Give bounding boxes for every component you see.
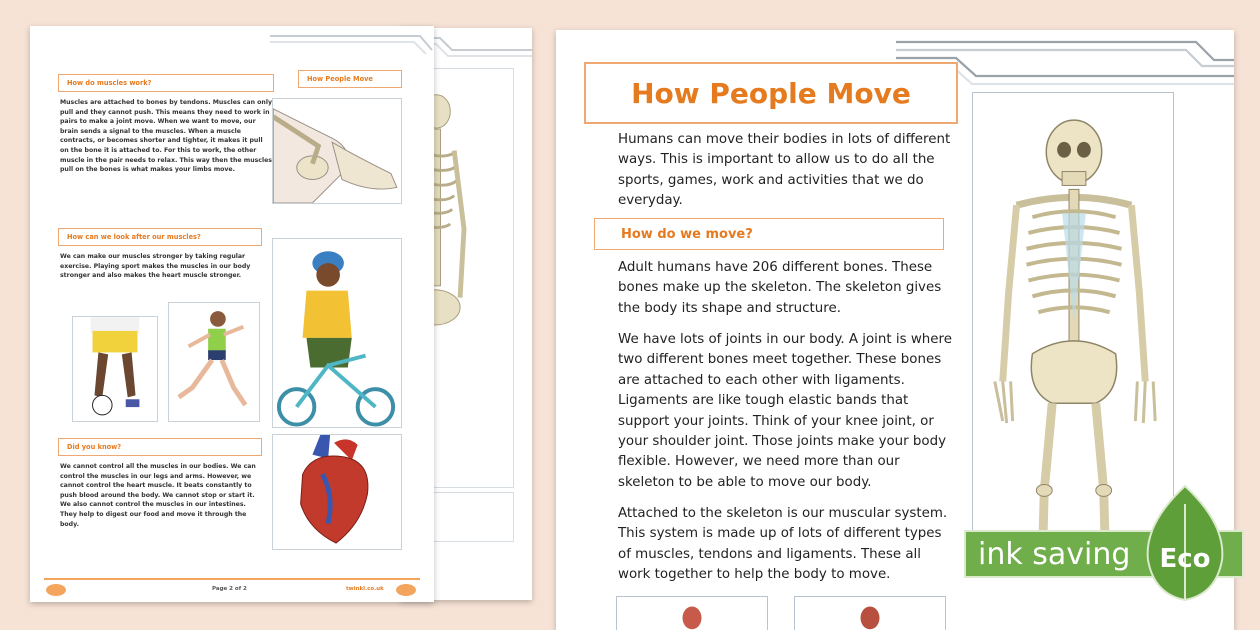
paragraph-joints: We have lots of joints in our body. A joint is where two different bones meet together. These bones are attached to each other with ligaments. Ligaments are like tough elastic bands that support your joints. Think of your knee joint, or your shoulder joint. Those joints make your body flexible. However, we need more than our skeleton to be able to move our body. — [618, 332, 952, 490]
paragraph-bones: Adult humans have 206 different bones. These bones make up the skeleton. The skeleton gives the body its shape and structure. — [618, 260, 942, 316]
football-player-illustration — [73, 317, 157, 421]
section-text-did-you-know: We cannot control all the muscles in our bodies. We can control the muscles in our legs and arms. However, we cannot control the heart muscle. It beats constantly to push blood around the body. We cannot stop or start it. We also cannot control the muscles in our intestines. They help to digest our food and move it through the body. — [60, 463, 256, 528]
heart-illustration — [273, 435, 401, 549]
muscle-image-right — [794, 596, 946, 630]
cyclist-illustration — [273, 239, 401, 427]
section-text-muscles-work: Muscles are attached to bones by tendons. Muscles can only pull and they cannot push. This means they need to work in pairs to make a joint move. When we want to move, our brain sends a signal to the muscles. When a muscle contracts, or becomes shorter and tighter, it makes it pull on the bone it is attached to. For this to work, the other muscle in the pair needs to relax. This way then the muscles pull on the bones is what makes your limbs move. — [60, 99, 272, 174]
footer-page-number: Page 2 of 2 — [212, 586, 247, 592]
paragraph-muscular-system: Attached to the skeleton is our muscular system. This system is made up of lots of different types of muscles, tendons and ligaments. These all work together to help the body to move. — [618, 506, 948, 583]
section-heading-how-we-move: How do we move? — [594, 218, 944, 250]
elbow-illustration — [273, 99, 401, 203]
footer-divider — [44, 578, 420, 580]
elbow-joint-image — [272, 98, 402, 204]
page-title: How People Move — [584, 62, 958, 124]
section-heading-did-you-know: Did you know? — [58, 438, 262, 456]
intro-paragraph: Humans can move their bodies in lots of different ways. This is important to allow us to do all the sports, games, work and activities that we do everyday. — [618, 132, 951, 209]
section-heading-look-after: How can we look after our muscles? — [58, 228, 262, 246]
section-heading-muscles-work: How do muscles work? — [58, 74, 274, 92]
sidebar-title: How People Move — [298, 70, 402, 88]
twinkl-logo-icon — [46, 584, 66, 596]
footer-brand: twinkl.co.uk — [346, 586, 384, 592]
decorative-lines — [270, 26, 434, 56]
leaf-icon — [1142, 484, 1228, 602]
brand-logo-icon — [396, 584, 416, 596]
ink-saving-text: ink saving — [978, 536, 1131, 572]
ink-saving-eco-badge — [964, 484, 1244, 604]
section-text-look-after: We can make our muscles stronger by taking regular exercise. Playing sport makes the muscles in our body stronger and also makes the heart muscle stronger. — [60, 253, 251, 280]
muscle-illustration — [795, 597, 945, 630]
cyclist-image — [272, 238, 402, 428]
left-worksheet-page — [30, 26, 434, 602]
muscle-image-left — [616, 596, 768, 630]
runner-image — [168, 302, 260, 422]
heart-image — [272, 434, 402, 550]
runner-illustration — [169, 303, 259, 421]
eco-label: Eco — [1159, 544, 1211, 574]
football-image — [72, 316, 158, 422]
muscle-illustration — [617, 597, 767, 630]
